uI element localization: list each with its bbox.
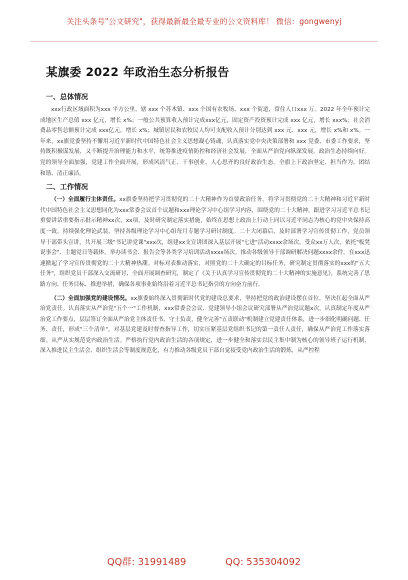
- overview-paragraph: xxx行政区域面积为xxx 平方公里，辖 xxx 个苏木镇、xxx 个国有农牧场、xxx 个街道，常住人口xxx 万。2022 年全年预计完成地区生产总值 xxx 亿元，增长 x%；一般公共预算收入预计完成xxx亿元，固定资产投资预计完成 xxx 亿元，增长 xxx%；社会消费品零售总额预计完成 xxx亿元，增长 x%；城镇居民和农牧民人均可支配收入预计分别达到 xxx 元、xxx 元，增长 x%和 x%。一年来，xx旗党委坚持不懈用习近平新时代中国特色社会主义思想凝心铸魂，认真落实党中央决策部署和 xxx 党委、市委工作要求，坚持既积极谋发展，又不断提升治理能力和水平，统筹推进疫情防控和经济社会发展，全面从严治党向纵深发展，政治生态持续向好。党的领导全面加强，党建工作全面开展，形成风清气正、干事创业、人心思齐的良好政治生态。全旗上下政治坚定、担当作为、团结和谐、清正廉洁。: [40, 107, 370, 177]
- banner-text: 关注头条号"公文研究"，获得最新最全最专业的公文资料库！ 微信：gongwenyj: [66, 17, 342, 26]
- section-heading-overview: 一、总体情况: [46, 93, 88, 101]
- paragraph-lead-1: （一）全面履行主体责任。: [51, 197, 120, 204]
- work-paragraph-2: [40, 294, 370, 358]
- footer-qq: QQ: 535304092: [225, 557, 301, 568]
- banner-divider: [30, 41, 378, 42]
- paragraph-lead-2: （二）全面加强党的建设情况。: [51, 295, 131, 302]
- document-title: 某旗委 2022 年政治生态分析报告: [46, 65, 230, 79]
- work-paragraph-1: [40, 195, 370, 290]
- header-banner: [0, 0, 408, 50]
- document-page: [40, 52, 370, 360]
- section-heading-work: 二、工作情况: [46, 183, 88, 192]
- paragraph-body-1: xx旗委坚持把学习贯彻党的二十大精神作为首要政治任务，将学习贯彻党的二十大精神和习近平新时代中国特色社会主义思想同化为xxx常委会议首个议题和xxx理论学习中心组学习内容，围绕党的二十大精神，跟进学习习近平总书记重要讲话重要指示批示精神xx次，xx项，及时研究制定落实措施，始终在思想上政治上行动上同以习近平同志为核心的党中央保持高度一致。持续强化理论武装，坚持各级理论学习中心组每月专题学习研讨制度。二十大闭幕后，及时部署学习宣传贯彻工作，党员领导干部带头宣讲，共开展三级"书记讲党课"xxx次，组建xx支宣讲团深入基层开展"七进"活动xxxx余场次，受众xx万人次，依托"板凳说事会"、主题党日等载体，举办读书会、报告会等各类学习培训活动xxxx场次。推动各级领导干部调研解决问题xxxx余件。在xxx迅速掀起了学习宣传贯彻党的二十大精神热潮。对标对表推动落实，对照党的二十大确定的目标任务，研究制定贯彻落实的xxx的"五大任务"，组织党员干部深入交流研讨，全面开展调查研究，制定了《关于认真学习宣传贯彻党的二十大精神的实施意见》，系统完善了思路方向、任务目标、推进举措，确保各项事业始终沿着习近平总书记指引的方向奋力前行。: [40, 197, 370, 288]
- footer-contact: [0, 554, 408, 568]
- footer-qq-group: QQ群: 31991489: [107, 557, 187, 568]
- paragraph-body-2: xx旗委始终深入贯彻新时代党的建设总要求，坚持把党的政治建设摆在首位。坚决扛起全面从严治党责任。认真落实从严治党"五个一"工作机制，xxx常委会会议、党建领导小组会议研究部署从严治党议题x次，认真制定年度从严治党工作要点，层层签订全面从严治党主体责任书、守土负责，健全完善"五责联动"机制建立党建责任体系，进一步细化明确问题、任务、责任，形成"三个清单"，对基层党建及时督查指导工作，切实压紧基层党组织书记的第一责任人责任，确保从严治党工作落实落细。从严从实规范党内政治生活。严格执行党内政治生活的各项规定，进一步健全和落实以民主集中制为核心的领导班子运行机制，深入推进民主生活会、组织生活会等制度规范化，有力推动各级党员干部自觉接受党内政治生活的锻炼，从严控程: [40, 295, 370, 355]
